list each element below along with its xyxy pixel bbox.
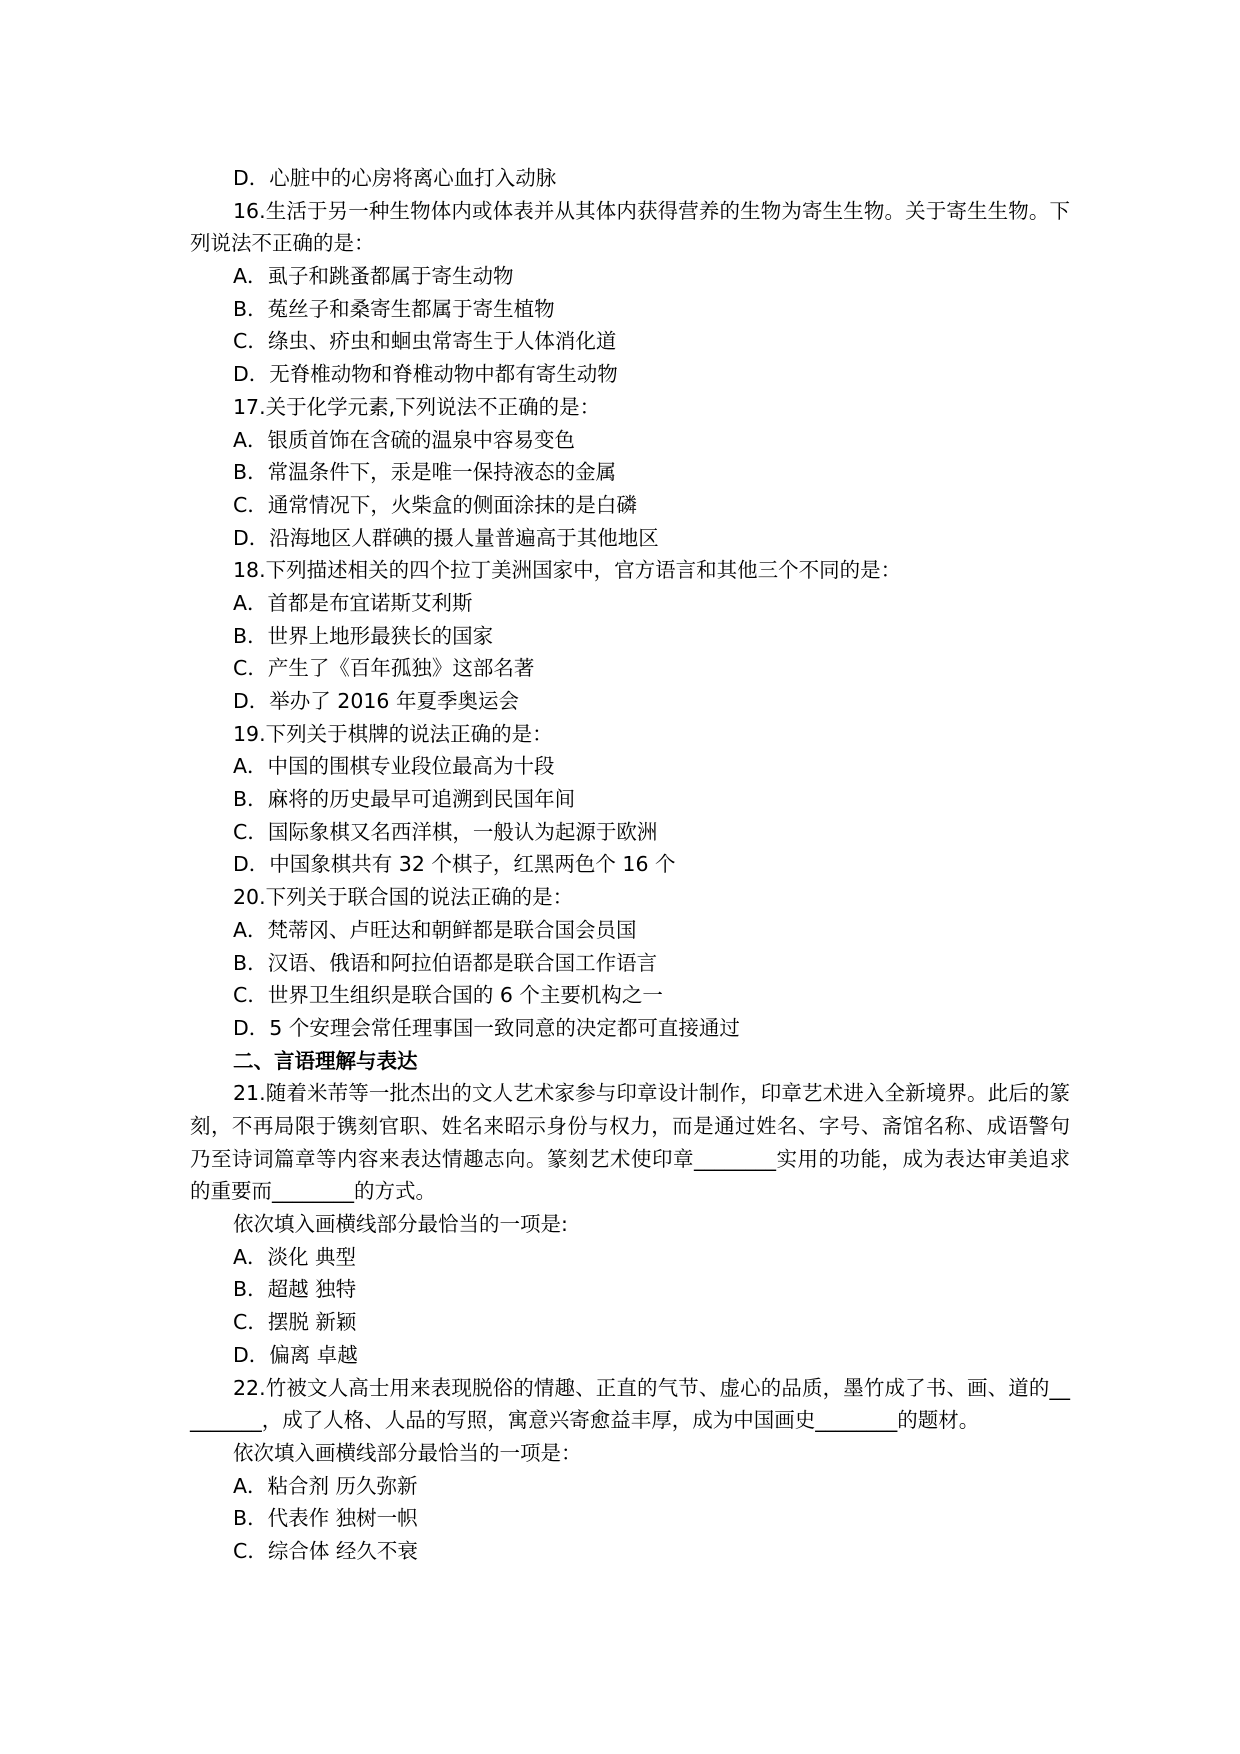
text-line: A．淡化 典型 xyxy=(233,1244,357,1269)
text-line: D．心脏中的心房将离心血打入动脉 xyxy=(233,166,557,190)
text-line: D．5 个安理会常任理事国一致同意的决定都可直接通过 xyxy=(233,1015,740,1040)
text-line: 18.下列描述相关的四个拉丁美洲国家中，官方语言和其他三个不同的是： xyxy=(233,558,902,583)
text-line: B．世界上地形最狭长的国家 xyxy=(233,623,494,648)
text-line: C．世界卫生组织是联合国的 6 个主要机构之一 xyxy=(233,983,663,1008)
text-line: 19.下列关于棋牌的说法正确的是： xyxy=(233,721,553,746)
text-line: 依次填入画横线部分最恰当的一项是： xyxy=(233,1440,582,1465)
text-line: A．粘合剂 历久弥新 xyxy=(233,1473,418,1498)
text-line: A．虱子和跳蚤都属于寄生动物 xyxy=(233,264,514,289)
text-line: 20.下列关于联合国的说法正确的是： xyxy=(233,885,574,910)
text-line: B．菟丝子和桑寄生都属于寄生植物 xyxy=(233,296,555,321)
text-line: C．摆脱 新颖 xyxy=(233,1310,357,1335)
text-line: D．沿海地区人群碘的摄人量普遍高于其他地区 xyxy=(233,525,659,550)
text-line: B．代表作 独树一帜 xyxy=(233,1506,418,1531)
text-line: C．综合体 经久不衰 xyxy=(233,1539,418,1563)
text-line: C．产生了《百年孤独》这部名著 xyxy=(233,656,535,681)
text-line: D．无脊椎动物和脊椎动物中都有寄生动物 xyxy=(233,362,618,387)
text-line: C．通常情况下，火柴盒的侧面涂抹的是白磷 xyxy=(233,492,637,517)
text-line: B．常温条件下，汞是唯一保持液态的金属 xyxy=(233,460,617,485)
text-line: A．中国的围棋专业段位最高为十段 xyxy=(233,754,555,779)
question-paragraph: 21.随着米芾等一批杰出的文人艺术家参与印章设计制作，印章艺术进入全新境界。此后的篆刻，不再局限于镌刻官职、姓名来昭示身份与权力，而是通过姓名、字号、斋馆名称、成语警句乃至诗词篇章等内容来表达情趣志向。篆刻艺术使印章________实用的功能，成为表达审美追求的重要而________的方式。 xyxy=(190,1081,1070,1204)
text-line: B．麻将的历史最早可追溯到民国年间 xyxy=(233,787,576,812)
text-line: D．偏离 卓越 xyxy=(233,1342,358,1367)
text-line: B．汉语、俄语和阿拉伯语都是联合国工作语言 xyxy=(233,950,658,975)
text-line: A．银质首饰在含硫的温泉中容易变色 xyxy=(233,427,576,452)
text-line: C．国际象棋又名西洋棋，一般认为起源于欧洲 xyxy=(233,819,658,844)
question-paragraph: 22.竹被文人高士用来表现脱俗的情趣、正直的气节、虚心的品质，墨竹成了书、画、道的_________，成了人格、人品的写照，寓意兴寄愈益丰厚，成为中国画史________的题材。 xyxy=(190,1375,1070,1433)
text-line: C．绦虫、疥虫和蛔虫常寄生于人体消化道 xyxy=(233,329,617,354)
document-body xyxy=(190,162,1070,1568)
text-line: A．首都是布宜诺斯艾利斯 xyxy=(233,590,473,615)
text-line: D．举办了 2016 年夏季奥运会 xyxy=(233,689,519,714)
text-line: B．超越 独特 xyxy=(233,1277,357,1302)
text-line: D．中国象棋共有 32 个棋子，红黑两色个 16 个 xyxy=(233,852,676,877)
question-paragraph: 16.生活于另一种生物体内或体表并从其体内获得营养的生物为寄生生物。关于寄生生物。下列说法不正确的是： xyxy=(190,198,1070,256)
text-line: 依次填入画横线部分最恰当的一项是: xyxy=(233,1212,568,1237)
text-line: 17.关于化学元素,下列说法不正确的是： xyxy=(233,394,601,419)
text-line: A．梵蒂冈、卢旺达和朝鲜都是联合国会员国 xyxy=(233,917,637,942)
section-heading: 二、言语理解与表达 xyxy=(233,1048,418,1073)
